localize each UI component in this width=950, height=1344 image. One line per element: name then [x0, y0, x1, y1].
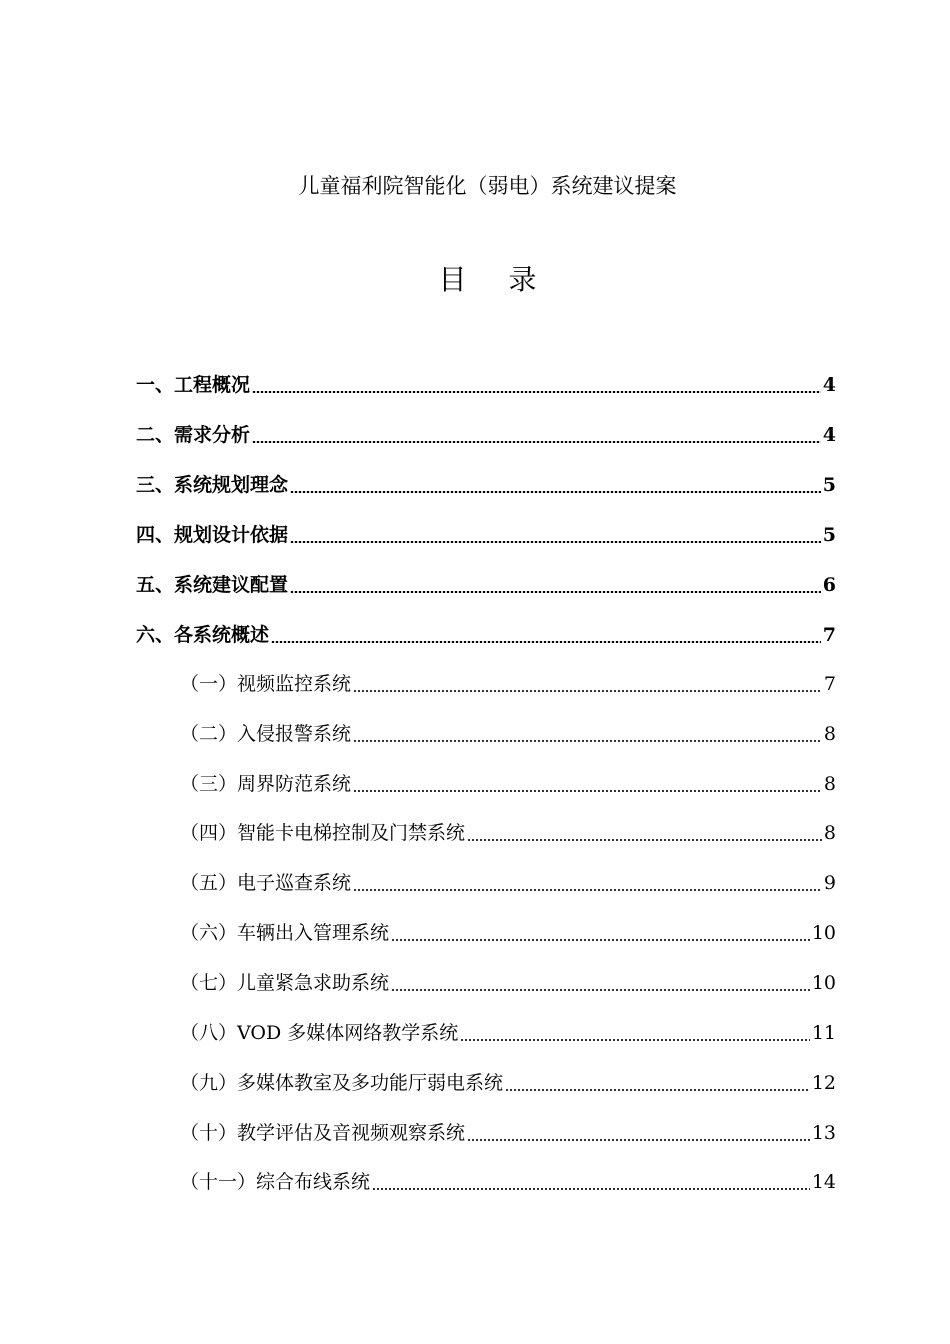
toc-page-number: 4: [822, 374, 836, 396]
toc-dot-leader: [252, 391, 821, 393]
toc-page-number: 8: [823, 773, 836, 795]
toc-entry[interactable]: [180, 968, 836, 998]
toc-entry-label: （三）周界防范系统: [180, 773, 352, 795]
toc-entry[interactable]: [180, 719, 836, 749]
toc-entry-label: （七）儿童紧急求助系统: [180, 972, 390, 994]
toc-entry-label: 一、工程概况: [136, 374, 251, 396]
toc-page-number: 11: [811, 1022, 836, 1044]
toc-dot-leader: [353, 690, 822, 692]
toc-entry[interactable]: [136, 370, 836, 400]
toc-page-number: 9: [823, 872, 836, 894]
toc-dot-leader: [460, 1039, 810, 1041]
toc-dot-leader: [271, 641, 821, 643]
toc-page-number: 7: [822, 624, 836, 646]
toc-entry[interactable]: [136, 520, 836, 550]
toc-entry-label: （四）智能卡电梯控制及门禁系统: [180, 822, 466, 844]
toc-page-number: 4: [822, 424, 836, 446]
toc-dot-leader: [252, 441, 821, 443]
toc-entry-label: （一）视频监控系统: [180, 673, 352, 695]
toc-entry[interactable]: [180, 918, 836, 948]
toc-page-number: 8: [823, 723, 836, 745]
toc-dot-leader: [467, 839, 822, 841]
toc-entry[interactable]: [180, 868, 836, 898]
toc-entry-label: （十）教学评估及音视频观察系统: [180, 1122, 466, 1144]
toc-page-number: 5: [822, 474, 836, 496]
toc-entry[interactable]: [136, 620, 836, 650]
toc-dot-leader: [353, 790, 822, 792]
toc-entry-label: （六）车辆出入管理系统: [180, 922, 390, 944]
toc-page-number: 7: [823, 673, 836, 695]
toc-entry-label: 五、系统建议配置: [136, 574, 289, 596]
toc-entry[interactable]: [180, 769, 836, 799]
toc-entry[interactable]: [180, 818, 836, 848]
toc-entry[interactable]: [180, 669, 836, 699]
toc-entry[interactable]: [180, 1068, 836, 1098]
toc-page-number: 12: [811, 1072, 836, 1094]
toc-dot-leader: [505, 1089, 810, 1091]
toc-entry-label: （九）多媒体教室及多功能厅弱电系统: [180, 1072, 504, 1094]
toc-entry-label: 三、系统规划理念: [136, 474, 289, 496]
toc-dot-leader: [353, 740, 822, 742]
toc-page-number: 10: [811, 972, 836, 994]
toc-page-number: 14: [811, 1171, 836, 1193]
toc-entry[interactable]: [136, 420, 836, 450]
toc-entry-label: 六、各系统概述: [136, 624, 270, 646]
toc-page-number: 13: [811, 1122, 836, 1144]
toc-entry[interactable]: [180, 1118, 836, 1148]
toc-dot-leader: [391, 989, 810, 991]
toc-entry-label: （五）电子巡查系统: [180, 872, 352, 894]
toc-entry-label: 四、规划设计依据: [136, 524, 289, 546]
toc-page-number: 8: [823, 822, 836, 844]
toc-dot-leader: [391, 939, 810, 941]
toc-entry-label: （二）入侵报警系统: [180, 723, 352, 745]
toc-entry-label: （八）VOD 多媒体网络教学系统: [180, 1022, 459, 1044]
toc-page-number: 10: [811, 922, 836, 944]
toc-dot-leader: [353, 889, 822, 891]
toc-dot-leader: [467, 1139, 810, 1141]
toc-heading: 目录: [438, 263, 579, 296]
toc-entry-label: （十一）综合布线系统: [180, 1171, 371, 1193]
toc-dot-leader: [290, 541, 821, 543]
toc-dot-leader: [372, 1188, 810, 1190]
toc-entry[interactable]: [180, 1167, 836, 1197]
toc-entry[interactable]: [136, 570, 836, 600]
document-title: 儿童福利院智能化（弱电）系统建议提案: [298, 174, 677, 198]
toc-page-number: 6: [822, 574, 836, 596]
toc-entry[interactable]: [180, 1018, 836, 1048]
toc-entry[interactable]: [136, 470, 836, 500]
toc-dot-leader: [290, 591, 821, 593]
toc-entry-label: 二、需求分析: [136, 424, 251, 446]
toc-page-number: 5: [822, 524, 836, 546]
toc-dot-leader: [290, 491, 821, 493]
